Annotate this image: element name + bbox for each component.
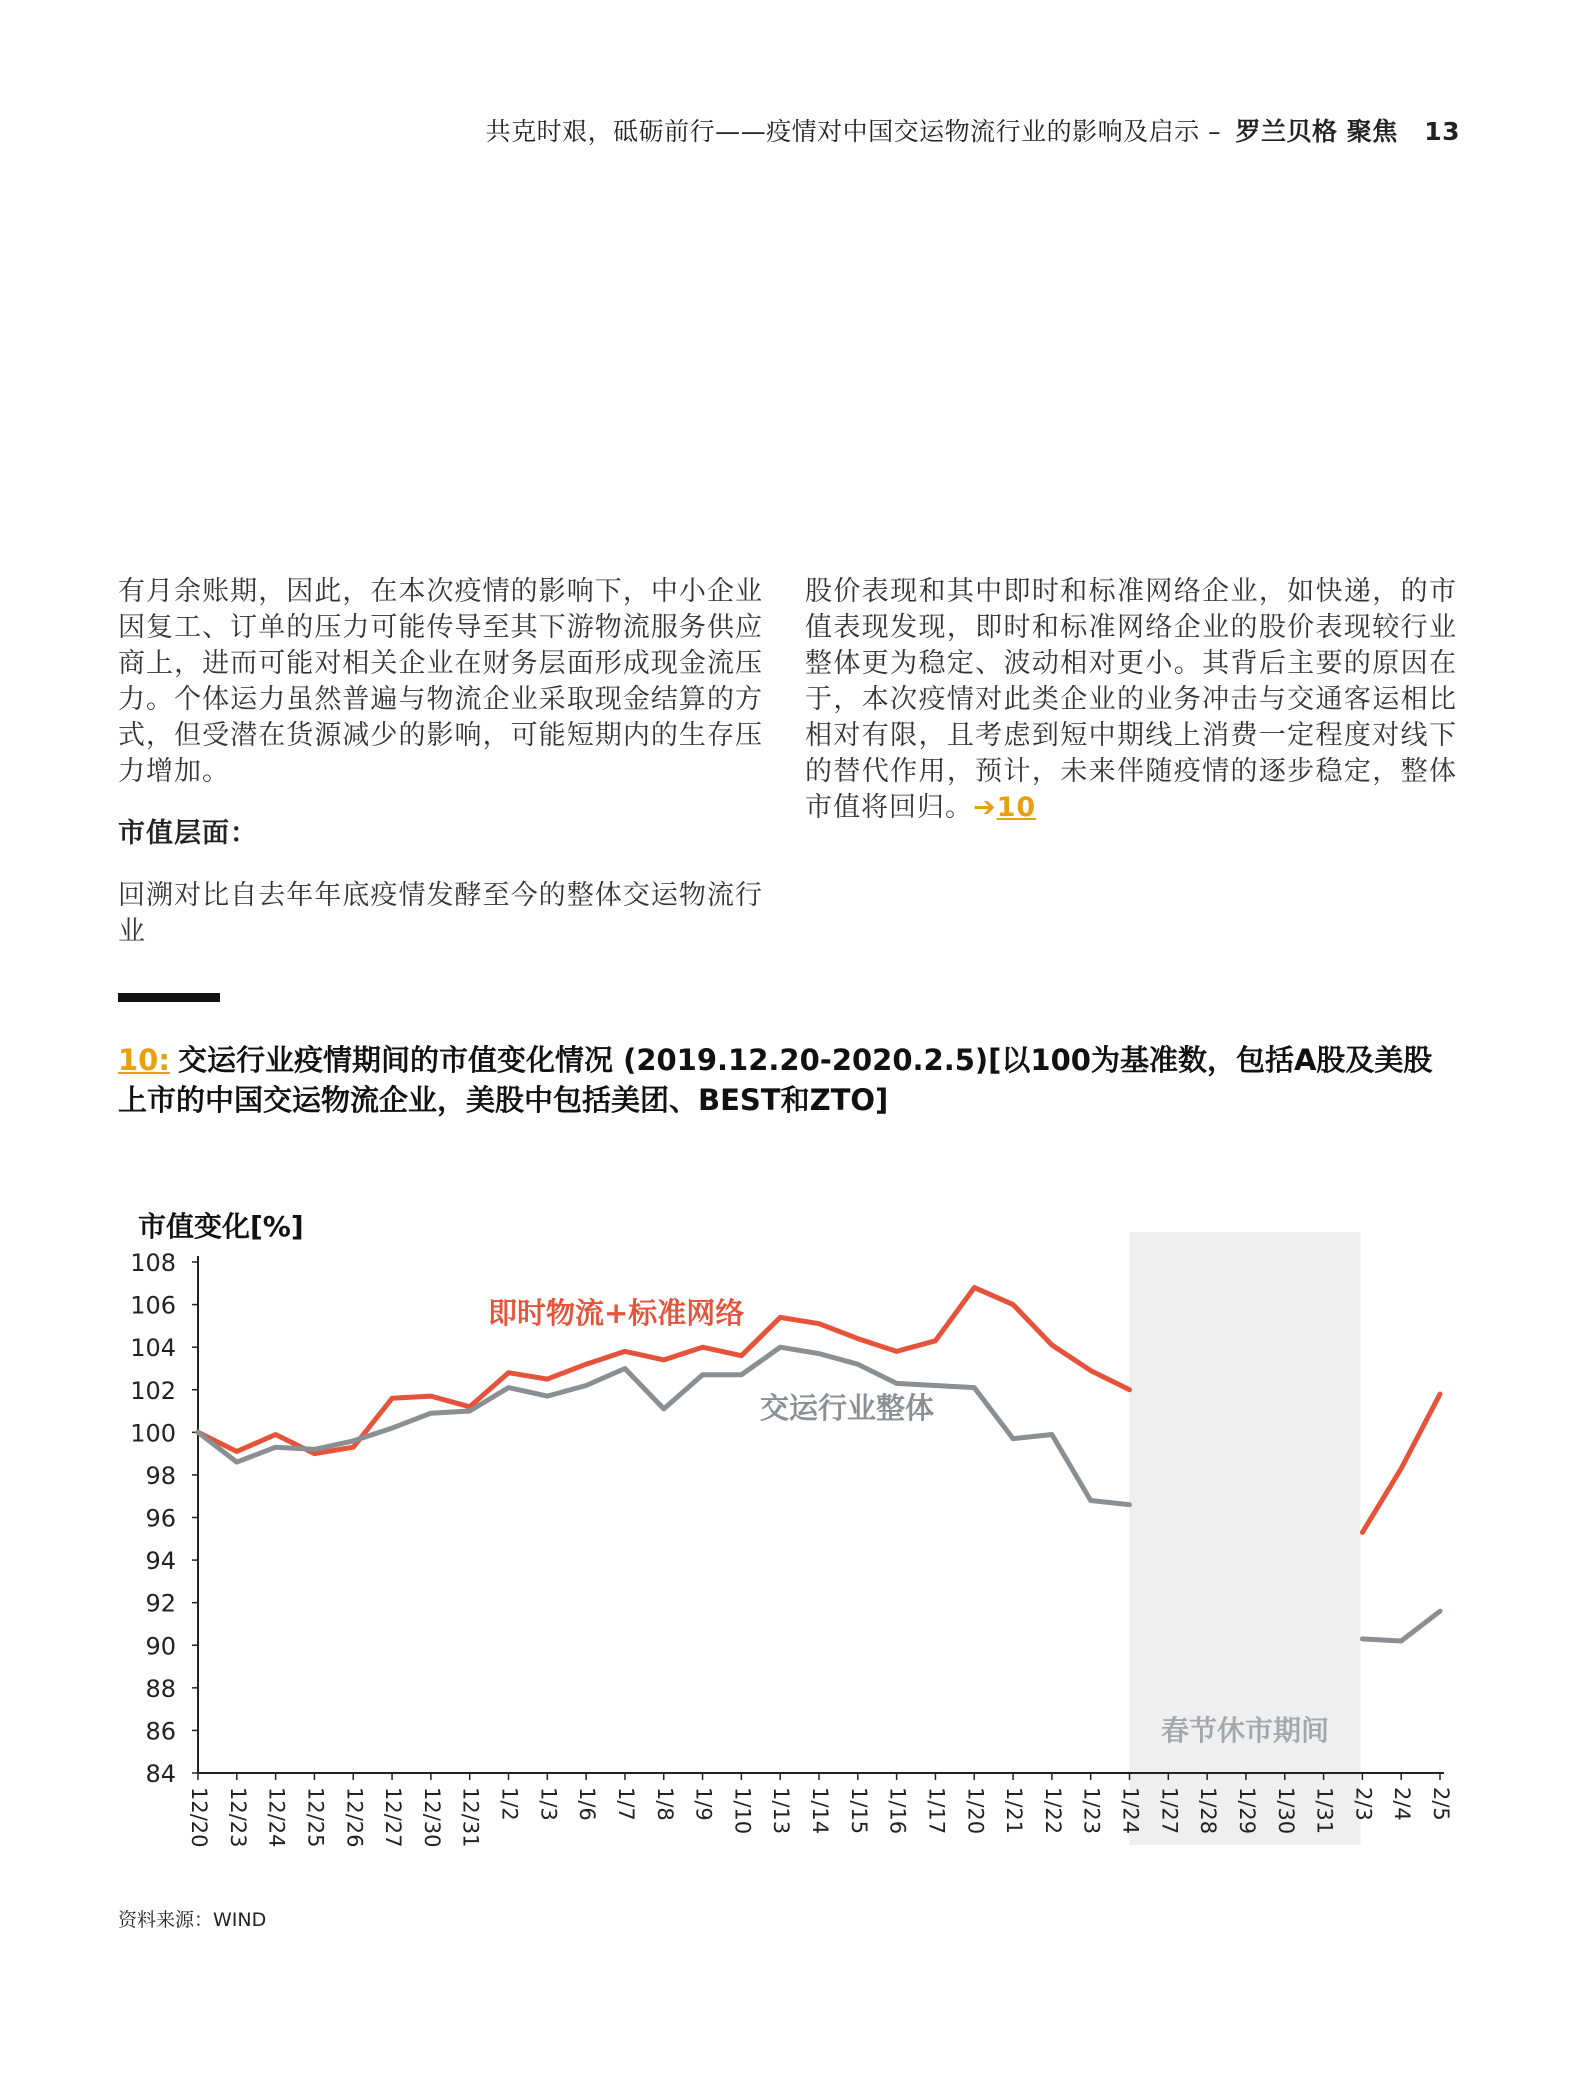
x-tick-label: 1/7 [613, 1787, 638, 1821]
x-tick-label: 1/13 [769, 1787, 794, 1835]
right-paragraph-text: 股价表现和其中即时和标准网络企业，如快递，的市值表现发现，即时和标准网络企业的股价表现较行业整体更为稳定、波动相对更小。其背后主要的原因在于，本次疫情对此类企业的业务冲击与交通客运相比相对有限，且考虑到短中期线上消费一定程度对线下的替代作用，预计，未来伴随疫情的逐步稳定，整体市值将回归。 [805, 576, 1457, 823]
x-tick-label: 1/29 [1234, 1787, 1259, 1835]
series-label-transport-overall: 交运行业整体 [760, 1391, 935, 1425]
header-separator: – [1208, 117, 1222, 146]
x-tick-label: 1/8 [652, 1787, 677, 1821]
y-tick-label: 84 [145, 1760, 176, 1788]
x-tick-label: 12/25 [303, 1787, 328, 1848]
page-number: 13 [1424, 117, 1460, 146]
left-paragraph-1: 有月余账期，因此，在本次疫情的影响下，中小企业因复工、订单的压力可能传导至其下游物流服务供应商上，进而可能对相关企业在财务层面形成现金流压力。个体运力虽然普遍与物流企业采取现金结算的方式，但受潜在货源减少的影响，可能短期内的生存压力增加。 [118, 576, 763, 787]
x-tick-label: 1/20 [963, 1787, 988, 1835]
x-tick-label: 1/22 [1040, 1787, 1065, 1835]
y-tick-label: 86 [145, 1717, 176, 1746]
header-title: 共克时艰，砥砺前行——疫情对中国交运物流行业的影响及启示 [485, 117, 1200, 146]
x-tick-label: 1/10 [730, 1787, 755, 1835]
x-tick-label: 1/21 [1002, 1787, 1027, 1835]
x-tick-label: 12/24 [264, 1787, 289, 1848]
series-line-transport-overall [1362, 1611, 1440, 1641]
figure-title-text: 交运行业疫情期间的市值变化情况 (2019.12.20-2020.2.5)[以100为基准数，包括A股及美股上市的中国交运物流企业，美股中包括美团、BEST和ZTO] [118, 1043, 1433, 1117]
x-tick-label: 2/3 [1351, 1787, 1376, 1821]
x-tick-label: 1/30 [1273, 1787, 1298, 1835]
x-tick-label: 1/14 [808, 1787, 832, 1835]
x-tick-label: 1/2 [497, 1787, 522, 1821]
x-tick-label: 1/17 [924, 1787, 949, 1835]
x-tick-label: 1/27 [1157, 1787, 1182, 1835]
x-tick-label: 1/9 [691, 1787, 716, 1821]
y-tick-label: 90 [145, 1632, 176, 1661]
left-paragraph-2: 回溯对比自去年年底疫情发酵至今的整体交运物流行业 [118, 880, 763, 947]
x-tick-label: 1/28 [1196, 1787, 1221, 1835]
x-tick-label: 12/27 [381, 1787, 406, 1848]
y-tick-label: 94 [145, 1547, 176, 1576]
source-note: 资料来源：WIND [118, 1909, 267, 1931]
y-tick-label: 92 [145, 1589, 176, 1618]
series-line-express-network [1362, 1394, 1440, 1532]
x-tick-label: 1/3 [536, 1787, 561, 1821]
x-tick-label: 1/16 [885, 1787, 910, 1835]
y-tick-label: 104 [130, 1334, 176, 1363]
x-tick-label: 1/15 [846, 1787, 871, 1835]
y-axis-label: 市值变化[%] [138, 1210, 304, 1243]
series-label-express-network: 即时物流+标准网络 [488, 1296, 745, 1330]
holiday-shaded-region [1130, 1232, 1361, 1845]
holiday-label: 春节休市期间 [1160, 1714, 1329, 1747]
y-tick-label: 102 [130, 1376, 176, 1405]
x-tick-label: 1/31 [1312, 1787, 1337, 1835]
y-tick-label: 88 [145, 1674, 176, 1703]
x-tick-label: 2/4 [1390, 1787, 1415, 1821]
y-tick-label: 96 [145, 1504, 176, 1533]
x-tick-label: 1/6 [575, 1787, 600, 1821]
x-tick-label: 12/30 [419, 1787, 444, 1848]
series-line-transport-overall [198, 1347, 1130, 1505]
y-tick-label: 106 [130, 1291, 176, 1320]
x-tick-label: 1/24 [1118, 1787, 1143, 1835]
x-tick-label: 1/23 [1079, 1787, 1104, 1835]
arrow-icon: ➔ [973, 792, 997, 823]
y-tick-label: 108 [130, 1249, 176, 1277]
header-brand: 罗兰贝格 聚焦 [1235, 117, 1398, 146]
x-tick-label: 2/5 [1429, 1787, 1453, 1821]
x-tick-label: 12/23 [225, 1787, 250, 1848]
x-tick-label: 12/31 [458, 1787, 483, 1848]
figure-reference-link[interactable]: 10 [996, 792, 1037, 823]
y-tick-label: 100 [130, 1419, 176, 1448]
x-tick-label: 12/20 [187, 1787, 211, 1848]
x-tick-label: 12/26 [342, 1787, 367, 1848]
subhead-market-value: 市值层面： [118, 818, 258, 849]
figure-number: 10: [118, 1043, 170, 1077]
y-tick-label: 98 [145, 1461, 176, 1490]
